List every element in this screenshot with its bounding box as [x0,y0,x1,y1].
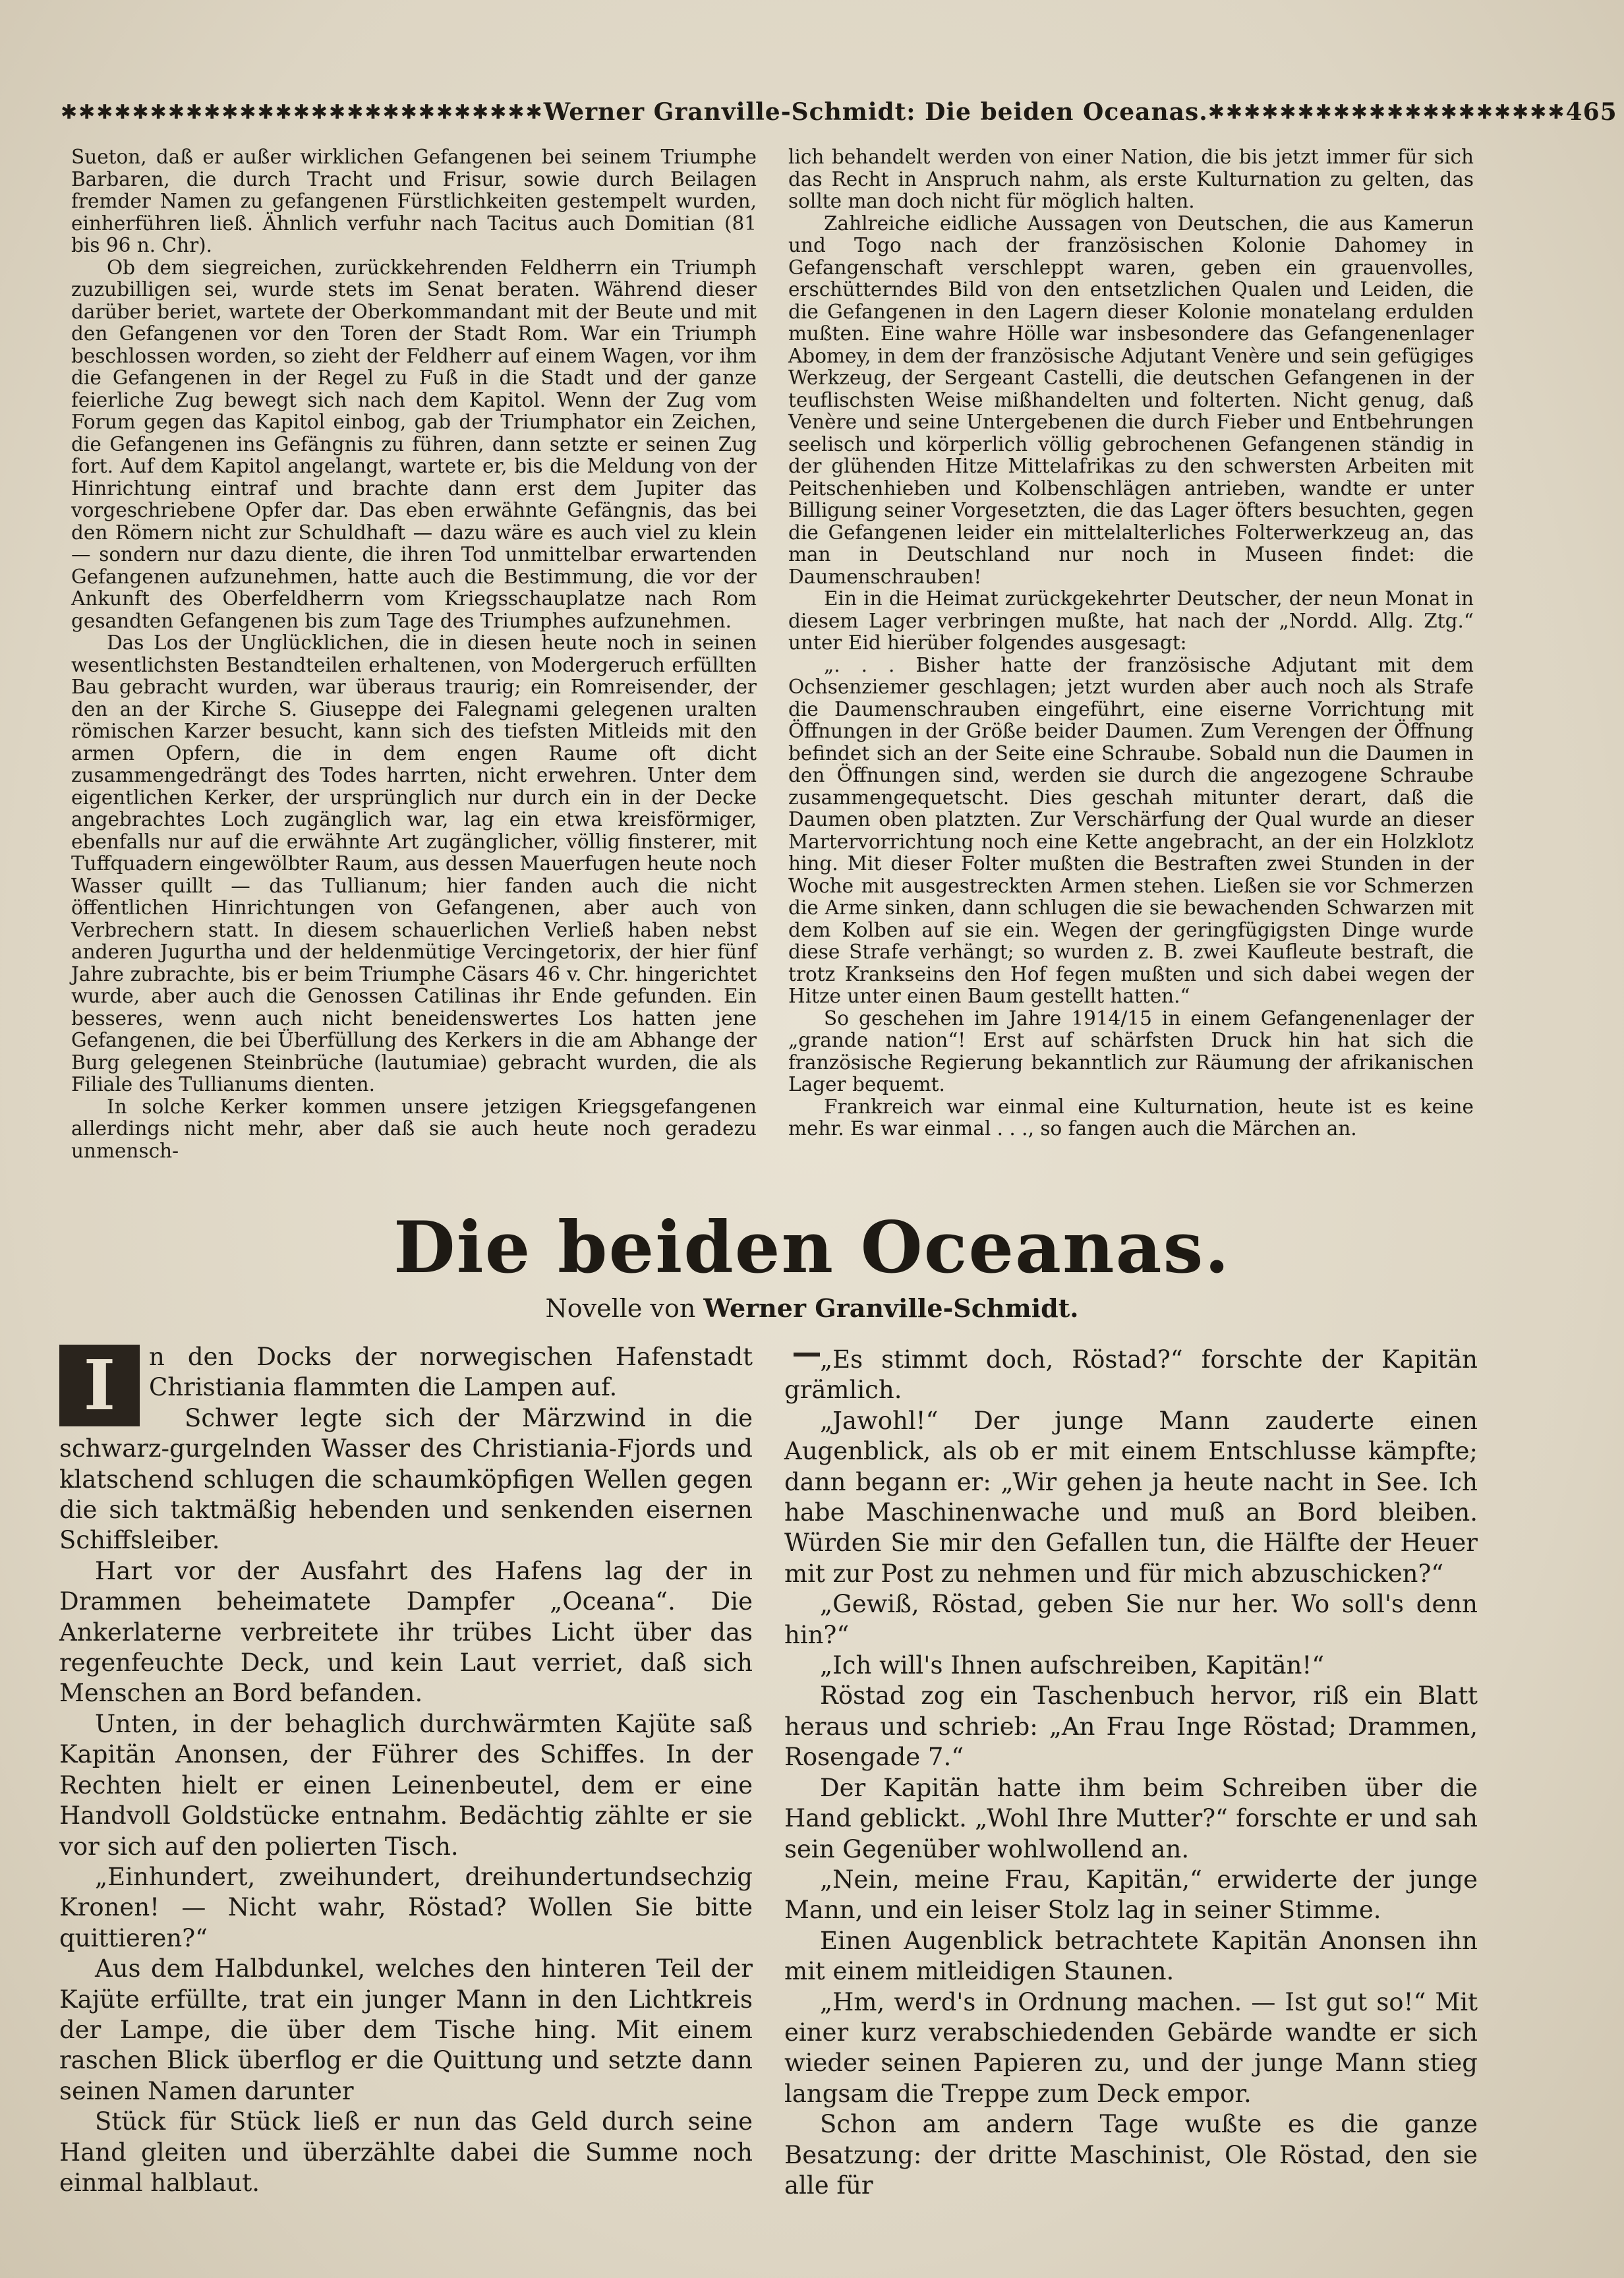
opening-paragraph [59,1342,753,1426]
paragraph: Schon am andern Tage wußte es die ganze Besatzung: der dritte Maschinist, Ole Röstad, den sie alle für [784,2110,1478,2200]
paragraph: „Nein, meine Frau, Kapitän,“ erwiderte der junge Mann, und ein leiser Stolz lag in seiner Stimme. [784,1865,1478,1925]
running-header [61,92,1617,132]
story-column-left [59,1342,753,2198]
subtitle-prefix: Novelle von [545,1294,696,1323]
paragraph: Hart vor der Ausfahrt des Hafens lag der in Drammen beheimatete Dampfer „Oceana“. Die Ankerlaterne verbreitete ihr trübes Licht über das regenfeuchte Deck, und kein Laut verriet, daß sich Menschen an Bord befanden. [59,1556,753,1708]
paragraph: „Ich will's Ihnen aufschreiben, Kapitän!“ [820,1651,1325,1680]
opening-text: n den Docks der norwegischen Hafenstadt Christiania flammten die Lampen auf. [149,1343,753,1402]
paragraph: In solche Kerker kommen unsere jetzigen Kriegsgefangenen allerdings nicht mehr, aber daß sie auch heute noch geradezu unmensch- [71,1095,757,1162]
page-number: 465 [1565,98,1617,126]
paragraph: Schwer legte sich der Märzwind in die schwarz-gurgelnden Wasser des Christiania-Fjords und klatschend schlugen die schaumköpfigen Wellen gegen die sich taktmäßig hebenden und senkenden eisernen Schiffsleiber. [59,1403,753,1555]
paragraph: Einen Augenblick betrachtete Kapitän Anonsen ihn mit einem mitleidigen Staunen. [784,1926,1478,1986]
paragraph: „Es stimmt doch, Röstad?“ forschte der Kapitän grämlich. [784,1345,1478,1405]
story-column-right [784,1345,1478,2201]
paragraph: Stück für Stück ließ er nun das Geld durch seine Hand gleiten und überzählte dabei die Summe noch einmal halblaut. [59,2107,753,2197]
paragraph: Sueton, daß er außer wirklichen Gefangenen bei seinem Triumphe Barbaren, die durch Tracht und Frisur, sowie durch Beilagen fremder Namen zu gefangenen Fürstlichkeiten gestempelt wurden, einherführen ließ. Ähnlich verfuhr nach Tacitus auch Domitian (81 bis 96 n. Chr). [71,146,757,256]
paragraph: So geschehen im Jahre 1914/15 in einem Gefangenenlager der „grande nation“! Erst auf schärfsten Druck hin hat sich die französische Regierung bekanntlich zur Räumung der afrikanischen Lager bequemt. [788,1007,1474,1095]
paragraph: „Einhundert, zweihundert, dreihundertundsechzig Kronen! — Nicht wahr, Röstad? Wollen Sie bitte quittieren?“ [59,1862,753,1952]
paragraph: Der Kapitän hatte ihm beim Schreiben über die Hand geblickt. „Wohl Ihre Mutter?“ forschte er und sah sein Gegenüber wohlwollend an. [784,1773,1478,1863]
paragraph: „Jawohl!“ Der junge Mann zauderte einen Augenblick, als ob er mit einem Entschlusse kämpfte; dann begann er: „Wir gehen ja heute nacht in See. Ich habe Maschinenwache und muß an Bord bleiben. Würden Sie mir den Gefallen tun, die Hälfte der Heuer mit zur Post zu nehmen und für mich abzuschicken?“ [784,1406,1478,1588]
paragraph: lich behandelt werden von einer Nation, die bis jetzt immer für sich das Recht in Anspruch nahm, als erste Kulturnation zu gelten, das sollte man doch nicht für möglich halten. [788,146,1474,212]
paragraph: „. . . Bisher hatte der französische Adjutant mit dem Ochsenziemer geschlagen; jetzt wurden aber auch noch als Strafe die Daumenschrauben eingeführt, eine eiserne Vorrichtung mit Öffnungen in der Größe beider Daumen. Zum Verengen der Öffnung befindet sich an der Seite eine Schraube. Sobald nun die Daumen in den Öffnungen sind, werden sie durch die angezogene Schraube zusammengequetscht. Dies geschah mitunter derart, daß die Daumen oben platzten. Zur Verschärfung der Qual wurde an dieser Martervorrichtung noch eine Kette angebracht, an der ein Holzklotz hing. Mit dieser Folter mußten die Bestraften zwei Stunden in der Woche mit ausgestreckten Armen stehen. Ließen sie vor Schmerzen die Arme sinken, dann schlugen die sie bewachenden Schwarzen mit dem Kolben auf sie ein. Wegen der geringfügigsten Dinge wurde diese Strafe verhängt; so wurden z. B. zwei Kaufleute bestraft, die trotz Krankseins den Hof fegen mußten und sich dabei wegen der Hitze unter einen Baum gestellt hatten.“ [788,653,1474,1007]
ornament-stars-left: ✱✱✱✱✱✱✱✱✱✱✱✱✱✱✱✱✱✱✱✱✱✱✱✱✱✱✱ [61,100,544,124]
paragraph: Ein in die Heimat zurückgekehrter Deutscher, der neun Monat in diesem Lager verbringen mußte, hat nach der „Nordd. Allg. Ztg.“ unter Eid hierüber folgendes ausgesagt: [788,587,1474,654]
ornament-stars-right: ✱✱✱✱✱✱✱✱✱✱✱✱✱✱✱✱✱✱✱✱ [1207,100,1566,124]
running-title: Werner Granville-Schmidt: Die beiden Oceanas. [543,98,1208,126]
story-subtitle [0,1293,1624,1323]
paragraph: Unten, in der behaglich durchwärmten Kajüte saß Kapitän Anonsen, der Führer des Schiffes. In der Rechten hielt er einen Leinenbeutel, dem er eine Handvoll Goldstücke entnahm. Bedächtig zählte er sie vor sich auf den polierten Tisch. [59,1709,753,1861]
paragraph: Röstad zog ein Taschenbuch hervor, riß ein Blatt heraus und schrieb: „An Frau Inge Röstad; Drammen, Rosengade 7.“ [784,1681,1478,1772]
paragraph: „Hm, werd's in Ordnung machen. — Ist gut so!“ Mit einer kurz verabschiedenden Gebärde wandte er sich wieder seinen Papieren zu, und der junge Mann stieg langsam die Treppe zum Deck empor. [784,1987,1478,2108]
story-author: Werner Granville-Schmidt. [703,1293,1079,1323]
drop-cap: I [59,1345,140,1426]
story-title: Die beiden Oceanas. [393,1206,1231,1289]
paragraph: Das Los der Unglücklichen, die in diesen heute noch in seinen wesentlichsten Bestandteilen erhaltenen, von Modergeruch erfüllten Bau gebracht wurden, war überaus traurig; ein Romreisender, der den an der Kirche S. Giuseppe dei Falegnami gelegenen uralten römischen Karzer besucht, kann sich des tiefsten Mitleids mit den armen Opfern, die in dem engen Raume oft dicht zusammengedrängt des Todes harrten, nicht erwehren. Unter dem eigentlichen Kerker, der ursprünglich nur durch ein in der Decke angebrachtes Loch zugänglich war, lag ein etwa kreisförmiger, ebenfalls nur auf die erwähnte Art zugänglicher, völlig finsterer, mit Tuffquadern eingewölbter Raum, aus dessen Mauerfugen heute noch Wasser quillt — das Tullianum; hier fanden auch die nicht öffentlichen Hinrichtungen von Gefangenen, aber auch von Verbrechern statt. In diesem schauerlichen Verließ haben nebst anderen Jugurtha und der heldenmütige Vercingetorix, der hier fünf Jahre zubrachte, bis er beim Triumphe Cäsars 46 v. Chr. hingerichtet wurde, aber auch die Genossen Catilinas ihr Ende gefunden. Ein besseres, wenn auch nicht beneidenswertes Los hatten jene Gefangenen, die bei Überfüllung des Kerkers in die am Abhange der Burg gelegenen Steinbrüche (lautumiae) gebracht wurden, die als Filiale des Tullianums dienten. [71,631,757,1095]
paragraph: Aus dem Halbdunkel, welches den hinteren Teil der Kajüte erfüllte, trat ein junger Mann in den Lichtkreis der Lampe, die über dem Tische hing. Mit einem raschen Blick überflog er die Quittung und setzte dann seinen Namen darunter [59,1954,753,2105]
article-column-left [71,146,757,1162]
paragraph: Zahlreiche eidliche Aussagen von Deutschen, die aus Kamerun und Togo nach der französischen Kolonie Dahomey in Gefangenschaft verschleppt waren, geben ein grauenvolles, erschütterndes Bild von den entsetzlichen Qualen und Leiden, die die Gefangenen in den Lagern dieser Kolonie monatelang erdulden mußten. Eine wahre Hölle war insbesondere das Gefangenenlager Abomey, in dem der französische Adjutant Venère und sein gefügiges Werkzeug, der Sergeant Castelli, die deutschen Gefangenen in der teuflischsten Weise mißhandelten und folterten. Nicht genug, daß Venère und seine Untergebenen die durch Fieber und Entbehrungen seelisch und körperlich völlig gebrochenen Gefangenen ständig in der glühenden Hitze Mittelafrikas zu den schwersten Arbeiten mit Peitschenhieben und Kolbenschlägen antrieben, wandte er unter Billigung seiner Vorgesetzten, die das Lager öfters besuchten, gegen die Gefangenen leider ein mittelalterliches Folterwerkzeug an, das man in Deutschland nur noch in Museen findet: die Daumenschrauben! [788,212,1474,588]
article-column-right [788,146,1474,1140]
paragraph: Frankreich war einmal eine Kulturnation, heute ist es keine mehr. Es war einmal . . ., so fangen auch die Märchen an. [788,1095,1474,1140]
paragraph: Ob dem siegreichen, zurückkehrenden Feldherrn ein Triumph zuzubilligen sei, wurde stets im Senat beraten. Während dieser darüber beriet, wartete der Oberkommandant mit der Beute und mit den Gefangenen vor den Toren der Stadt Rom. War ein Triumph beschlossen worden, so zieht der Feldherr auf einem Wagen, vor ihm die Gefangenen in der Regel zu Fuß in die Stadt und der ganze feierliche Zug bewegt sich nach dem Kapitol. Wenn der Zug vom Forum gegen das Kapitol einbog, gab der Triumphator ein Zeichen, die Gefangenen ins Gefängnis zu führen, dann setzte er seinen Zug fort. Auf dem Kapitol angelangt, wartete er, bis die Meldung von der Hinrichtung eintraf und brachte dann erst dem Jupiter das vorgeschriebene Opfer dar. Das eben erwähnte Gefängnis, das bei den Römern nicht zur Schuldhaft — dazu wäre es auch viel zu klein — sondern nur dazu diente, die ihren Tod unmittelbar erwartenden Gefangenen aufzunehmen, hatte auch die Bestimmung, die vor der Ankunft des Oberfeldherrn vom Kriegsschauplatze nach Rom gesandten Gefangenen bis zum Tage des Triumphes aufzunehmen. [71,256,757,632]
paragraph: „Gewiß, Röstad, geben Sie nur her. Wo soll's denn hin?“ [784,1590,1478,1649]
